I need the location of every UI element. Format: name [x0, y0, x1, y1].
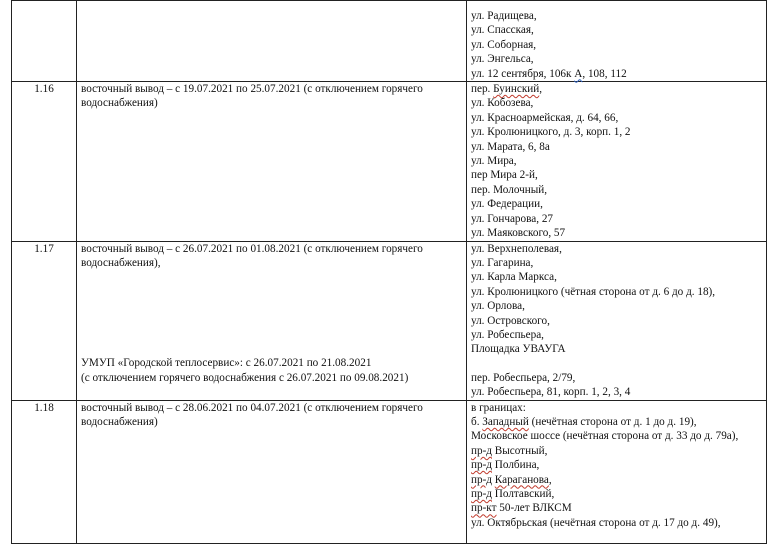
street-line: ул. Гончарова, 27 — [471, 212, 554, 225]
streets-cell — [467, 241, 767, 400]
street-line: ул. Робеспьера, 81, корп. 1, 2, 3, 4 — [471, 386, 631, 399]
street-line: ул. Маяковского, 57 — [471, 227, 566, 240]
street-line: ул. Кролюницкого (чётная сторона от д. 6 до д. 18), — [471, 285, 716, 298]
street-line: ул. Орлова, — [471, 300, 525, 313]
street-line: пр-кт 50-лет ВЛКСМ — [471, 502, 572, 515]
street-line: пер. Буинский, — [471, 83, 543, 96]
street-line: пер. Робеспьера, 2/79, — [471, 371, 576, 384]
table-row — [12, 82, 767, 241]
street-line: ул. Федерации, — [471, 198, 543, 211]
street-line: в границах: — [471, 401, 526, 414]
street-line: пер. Молочный, — [471, 183, 548, 196]
row-number-cell: 1.16 — [12, 82, 77, 241]
street-line: пер Мира 2-й, — [471, 169, 538, 182]
row-number-cell: 1.17 — [12, 241, 77, 400]
street-line: ул. Кролюницкого, д. 3, корп. 1, 2 — [471, 126, 631, 139]
description-text: восточный вывод – с 19.07.2021 по 25.07.2021 (с отключением горячего водоснабжения) — [81, 83, 423, 110]
table-row — [12, 1, 767, 82]
street-line: пр-д Полбина, — [471, 459, 540, 472]
street-line: ул. Робеспьера, — [471, 328, 544, 341]
schedule-table — [11, 0, 767, 544]
row-number-cell — [12, 1, 77, 82]
streets-cell — [467, 1, 767, 82]
street-line: б. Западный (нечётная сторона от д. 1 до д. 19), — [471, 415, 697, 428]
streets-cell — [467, 400, 767, 543]
street-line: ул. Гагарина, — [471, 256, 534, 269]
table-row — [12, 400, 767, 543]
description-cell — [77, 241, 467, 400]
spacer — [471, 357, 762, 371]
street-line: ул. Верхнеполевая, — [471, 242, 562, 255]
street-line: ул. Марата, 6, 8а — [471, 140, 550, 153]
street-line: ул. Октябрьская (нечётная сторона от д. 17 до д. 49), — [471, 516, 721, 529]
description-cell — [77, 400, 467, 543]
street-line: ул. Карла Маркса, — [471, 271, 557, 284]
street-line: ул. Мира, — [471, 155, 517, 168]
spacer — [81, 270, 462, 356]
description-cell — [77, 82, 467, 241]
street-line: ул. Красноармейская, д. 64, 66, — [471, 111, 619, 124]
street-line: ул. Радищева, — [471, 10, 537, 22]
row-number-cell: 1.18 — [12, 400, 77, 543]
street-line: ул. Кобозева, — [471, 97, 534, 110]
description-text: восточный вывод – с 28.06.2021 по 04.07.2021 (с отключением горячего водоснабжения) — [81, 401, 423, 428]
street-line: Площадка УВАУГА — [471, 343, 566, 356]
street-line: ул. Соборная, — [471, 38, 537, 51]
street-line: пр-д Полтавский, — [471, 488, 555, 500]
description-text: УМУП «Городской теплосервис»: с 26.07.2021 по 21.08.2021 — [81, 357, 372, 370]
street-line: ул. 12 сентября, 106к А, 108, 112 — [471, 67, 627, 80]
table-row — [12, 241, 767, 400]
streets-cell — [467, 82, 767, 241]
street-line: ул. Спасская, — [471, 24, 534, 37]
street-line: Московское шоссе (нечётная сторона от д. 33 до д. 79а), — [471, 430, 739, 443]
street-line: пр-д Караганова, — [471, 473, 552, 486]
street-line: пр-д Высотный, — [471, 444, 548, 457]
street-line: ул. Энгельса, — [471, 53, 534, 66]
description-text: (с отключением горячего водоснабжения с 26.07.2021 по 09.08.2021) — [81, 371, 409, 384]
description-text: восточный вывод – с 26.07.2021 по 01.08.2021 (с отключением горячего водоснабжения), — [81, 242, 423, 269]
street-line: ул. Островского, — [471, 314, 550, 327]
description-cell — [77, 1, 467, 82]
